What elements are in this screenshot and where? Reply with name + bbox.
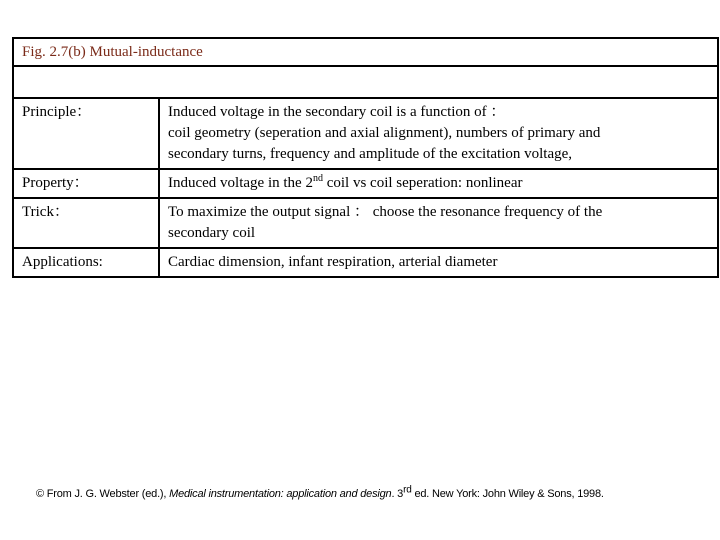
footer-suffix: ed. New York: John Wiley & Sons, 1998. [411,488,604,500]
table-row-trick [13,198,718,248]
principle-line-3: secondary turns, frequency and amplitude of the excitation voltage, [168,146,573,162]
footer-prefix: © From J. G. Webster (ed.), [36,488,170,500]
principle-line-1: Induced voltage in the secondary coil is a function of ： [168,104,506,120]
table-row-principle [13,98,718,169]
footer-sup: rd [403,484,412,496]
label-property: Property： [13,169,159,198]
trick-line-1: To maximize the output signal ： choose the resonance frequency of the [168,204,603,220]
principle-table [12,97,719,278]
header-box [12,37,719,99]
value-trick [159,198,718,248]
label-principle: Principle： [13,98,159,169]
label-applications: Applications: [13,248,159,277]
property-sup: nd [312,173,323,184]
value-property [159,169,718,198]
footer-book-title: Medical instrumentation: application and design [169,488,392,500]
footer-mid: . 3 [391,488,404,500]
property-text-after: coil vs coil seperation: nonlinear [322,175,523,191]
table-row-property [13,169,718,198]
figure-title: Fig. 2.7(b) Mutual-inductance [14,39,717,67]
citation-footer [36,484,696,500]
value-principle [159,98,718,169]
label-trick: Trick： [13,198,159,248]
trick-line-2: secondary coil [168,225,256,241]
value-applications: Cardiac dimension, infant respiration, arterial diameter [159,248,718,277]
principle-line-2: coil geometry (seperation and axial alignment), numbers of primary and [168,125,601,141]
table-row-applications [13,248,718,277]
blank-row [14,67,717,97]
property-text-before: Induced voltage in the 2 [168,175,313,191]
